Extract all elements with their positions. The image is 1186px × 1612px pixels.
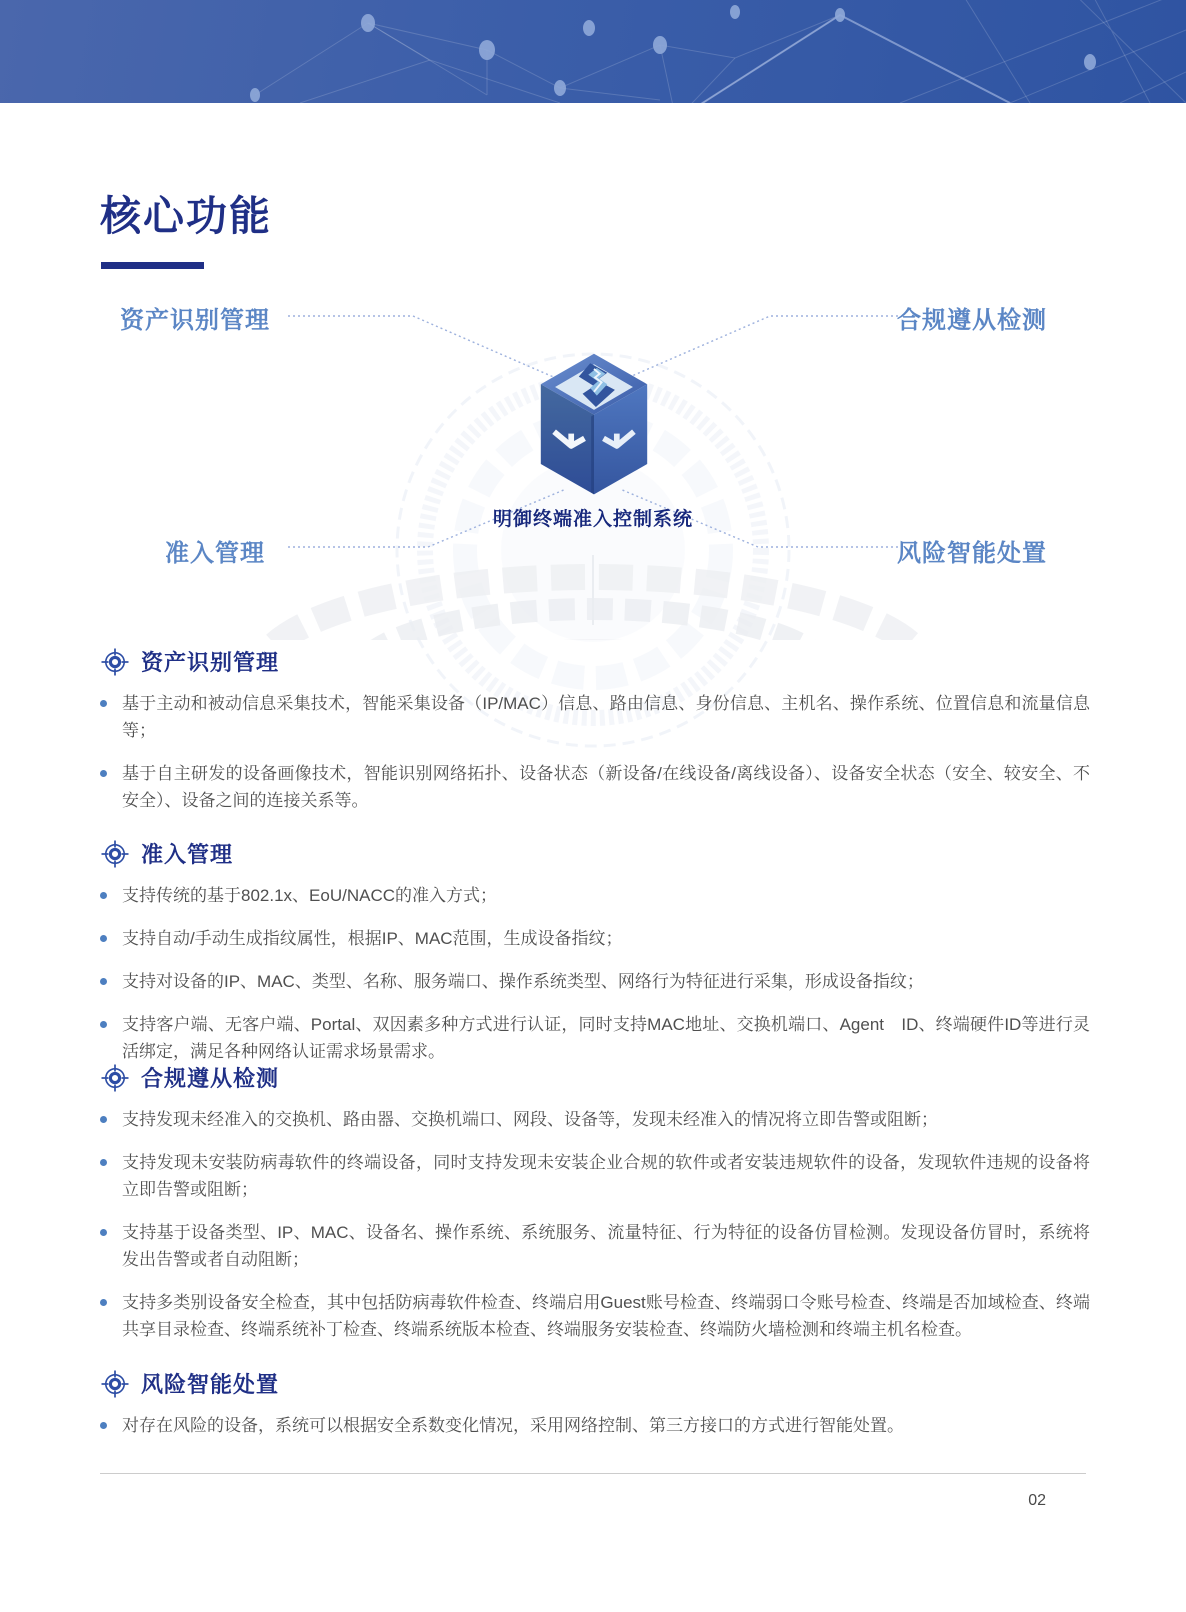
bullet-dot	[100, 935, 107, 942]
crosshair-target-icon	[100, 1369, 130, 1399]
bullet-dot	[100, 700, 107, 707]
bullet-dot	[100, 1229, 107, 1236]
section-title: 资产识别管理	[141, 650, 280, 675]
list-item	[100, 1219, 1092, 1273]
list-item	[100, 882, 1092, 909]
bullet-dot	[100, 770, 107, 777]
section-compliance-detection	[100, 1062, 1092, 1359]
list-item	[100, 690, 1092, 744]
diagram-node-risk-disposal: 风险智能处置	[897, 540, 1047, 567]
bullet-text: 支持发现未安装防病毒软件的终端设备，同时支持发现未安装企业合规的软件或者安装违规软件的设备，发现软件违规的设备将立即告警或阻断；	[122, 1153, 1090, 1199]
product-cube-icon	[536, 350, 652, 502]
footer-divider	[100, 1473, 1086, 1474]
page-number: 02	[1028, 1492, 1046, 1509]
bullet-text: 支持客户端、无客户端、Portal、双因素多种方式进行认证，同时支持MAC地址、交换机端口、Agent ID、终端硬件ID等进行灵活绑定，满足各种网络认证需求场景需求。	[122, 1015, 1090, 1061]
list-item	[100, 760, 1092, 814]
bullet-dot	[100, 978, 107, 985]
section-heading	[100, 646, 1092, 677]
bullet-text: 支持基于设备类型、IP、MAC、设备名、操作系统、系统服务、流量特征、行为特征的设备仿冒检测。发现设备仿冒时，系统将发出告警或者自动阻断；	[122, 1223, 1090, 1269]
list-item	[100, 1011, 1092, 1065]
list-item	[100, 968, 1092, 995]
core-functions-diagram	[0, 280, 1186, 640]
bullet-text: 支持传统的基于802.1x、EoU/NACC的准入方式；	[122, 886, 498, 905]
crosshair-target-icon	[100, 839, 130, 869]
crosshair-target-icon	[100, 1063, 130, 1093]
section-heading	[100, 1062, 1092, 1093]
list-item	[100, 1412, 1092, 1439]
header-network-pattern	[0, 0, 1186, 103]
bullet-dot	[100, 1116, 107, 1123]
list-item	[100, 1289, 1092, 1343]
bullet-text: 对存在风险的设备，系统可以根据安全系数变化情况，采用网络控制、第三方接口的方式进行智能处置。	[122, 1416, 904, 1435]
bullet-dot	[100, 1422, 107, 1429]
bullet-list	[100, 690, 1092, 814]
list-item	[100, 1106, 1092, 1133]
section-asset-management	[100, 646, 1092, 830]
section-access-management	[100, 838, 1092, 1081]
bullet-text: 基于自主研发的设备画像技术，智能识别网络拓扑、设备状态（新设备/在线设备/离线设备）、设备安全状态（安全、较安全、不安全）、设备之间的连接关系等。	[122, 764, 1090, 810]
section-heading	[100, 838, 1092, 869]
title-underline	[101, 262, 204, 269]
diagram-center-label: 明御终端准入控制系统	[492, 509, 693, 530]
section-title: 合规遵从检测	[141, 1066, 280, 1091]
bullet-list	[100, 882, 1092, 1065]
list-item	[100, 925, 1092, 952]
bullet-dot	[100, 892, 107, 899]
bullet-dot	[100, 1299, 107, 1306]
bullet-text: 支持发现未经准入的交换机、路由器、交换机端口、网段、设备等，发现未经准入的情况将立即告警或阻断；	[122, 1110, 938, 1129]
bullet-dot	[100, 1159, 107, 1166]
bullet-list	[100, 1412, 1092, 1439]
bullet-text: 支持对设备的IP、MAC、类型、名称、服务端口、操作系统类型、网络行为特征进行采集，形成设备指纹；	[122, 972, 924, 991]
connector-top-right	[618, 316, 898, 382]
bullet-dot	[100, 1021, 107, 1028]
bullet-list	[100, 1106, 1092, 1343]
bullet-text: 支持自动/手动生成指纹属性，根据IP、MAC范围，生成设备指纹；	[122, 929, 623, 948]
connector-top-left	[288, 316, 565, 382]
section-risk-disposal	[100, 1368, 1092, 1455]
section-heading	[100, 1368, 1092, 1399]
crosshair-target-icon	[100, 647, 130, 677]
diagram-node-access-management: 准入管理	[165, 540, 265, 567]
section-title: 风险智能处置	[141, 1372, 280, 1397]
list-item	[100, 1149, 1092, 1203]
header-banner	[0, 0, 1186, 103]
page-title: 核心功能	[100, 193, 272, 239]
bullet-text: 支持多类别设备安全检查，其中包括防病毒软件检查、终端启用Guest账号检查、终端弱口令账号检查、终端是否加域检查、终端共享目录检查、终端系统补丁检查、终端系统版本检查、终端服务安装检查、终端防火墙检测和终端主机名检查。	[122, 1293, 1090, 1339]
bullet-text: 基于主动和被动信息采集技术，智能采集设备（IP/MAC）信息、路由信息、身份信息、主机名、操作系统、位置信息和流量信息等；	[122, 694, 1090, 740]
diagram-node-asset-management: 资产识别管理	[120, 307, 270, 334]
section-title: 准入管理	[141, 842, 234, 867]
diagram-node-compliance-detection: 合规遵从检测	[897, 307, 1047, 334]
